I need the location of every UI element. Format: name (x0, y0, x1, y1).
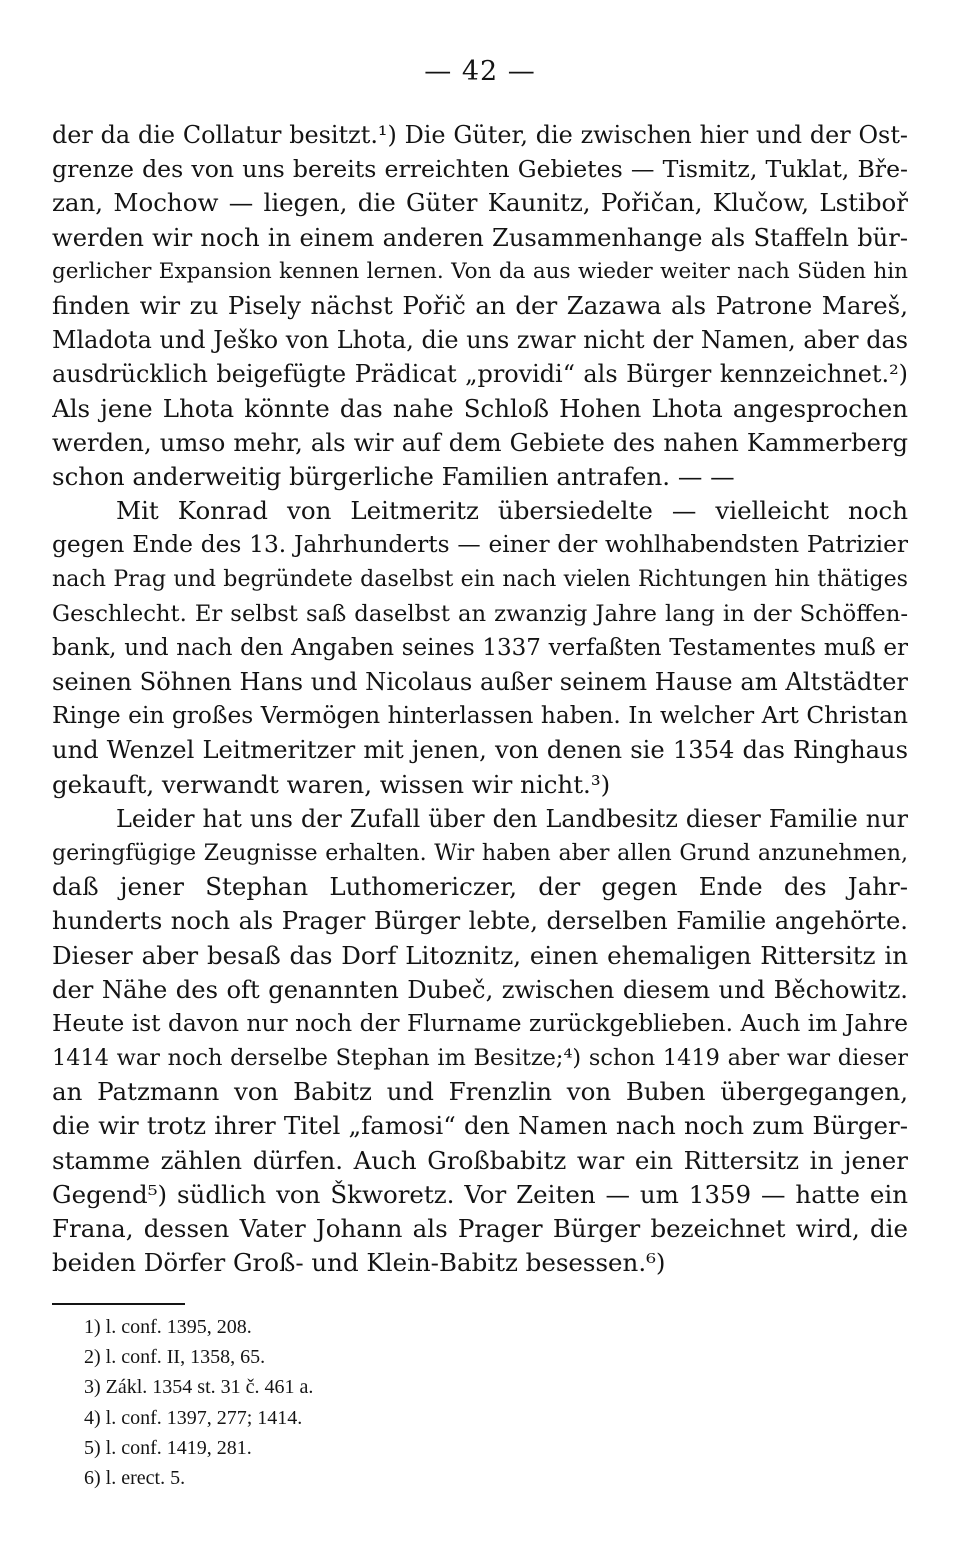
text-line: Ringe ein großes Vermögen hinterlassen haben. In welcher Art Christan (52, 702, 908, 730)
footnote: 5) l. conf. 1419, 281. (84, 1436, 252, 1459)
text-line: daß jener Stephan Luthomericzer, der gegen Ende des Jahr- (52, 872, 908, 902)
footnote: 6) l. erect. 5. (84, 1467, 186, 1490)
text-line: und Wenzel Leitmeritzer mit jenen, von denen sie 1354 das Ringhaus (52, 736, 908, 765)
page-number: — 42 — (424, 56, 536, 87)
footnote: 3) Zákl. 1354 st. 31 č. 461 a. (84, 1376, 314, 1399)
text-line: werden wir noch in einem anderen Zusammenhange als Staffeln bür- (52, 223, 908, 252)
text-line: bank, und nach den Angaben seines 1337 verfaßten Testamentes muß er (52, 634, 908, 661)
text-line: der da die Collatur besitzt.¹) Die Güter, die zwischen hier und der Ost- (52, 121, 908, 149)
text-line: beiden Dörfer Groß- und Klein-Babitz besessen.⁶) (52, 1248, 666, 1278)
text-line: Gegend⁵) südlich von Škworetz. Vor Zeiten — um 1359 — hatte ein (52, 1179, 908, 1209)
text-line: ausdrücklich beigefügte Prädicat „providi“ als Bürger kennzeichnet.²) (52, 360, 908, 389)
footnote: 2) l. conf. II, 1358, 65. (84, 1346, 266, 1369)
body-text (52, 118, 908, 1280)
text-line: Dieser aber besaß das Dorf Litoznitz, einen ehemaligen Rittersitz in (52, 940, 908, 970)
text-line: Heute ist davon nur noch der Flurname zurückgeblieben. Auch im Jahre (52, 1009, 908, 1037)
text-line: gegen Ende des 13. Jahrhunderts — einer der wohlhabendsten Patrizier (52, 531, 908, 559)
text-line: gekauft, verwandt waren, wissen wir nicht.³) (52, 769, 611, 799)
footnote: 1) l. conf. 1395, 208. (84, 1316, 252, 1338)
text-line: Frana, dessen Vater Johann als Prager Bürger bezeichnet wird, die (52, 1214, 908, 1243)
text-line: 1414 war noch derselbe Stephan im Besitze;⁴) schon 1419 aber war dieser (52, 1045, 908, 1072)
text-line: gerlicher Expansion kennen lernen. Von da aus wieder weiter nach Süden hin (52, 258, 908, 284)
text-line: Als jene Lhota könnte das nahe Schloß Hohen Lhota angesprochen (52, 393, 908, 423)
text-line: Mit Konrad von Leitmeritz übersiedelte — vielleicht noch (116, 496, 908, 526)
text-line: die wir trotz ihrer Titel „famosi“ den Namen nach noch zum Bürger- (52, 1111, 908, 1141)
text-line: stamme zählen dürfen. Auch Großbabitz war ein Rittersitz in jener (52, 1145, 908, 1175)
footnote: 4) l. conf. 1397, 277; 1414. (84, 1406, 303, 1429)
text-line: Leider hat uns der Zufall über den Landbesitz dieser Familie nur (116, 804, 908, 833)
text-line: schon anderweitig bürgerliche Familien antrafen. — — (52, 461, 735, 491)
text-line: seinen Söhnen Hans und Nicolaus außer seinem Hause am Altstädter (52, 668, 908, 696)
footnotes (84, 1312, 313, 1493)
text-line: der Nähe des oft genannten Dubeč, zwischen diesem und Běchowitz. (52, 975, 908, 1004)
text-line: finden wir zu Pisely nächst Pořič an der Zazawa als Patrone Mareš, (52, 290, 908, 320)
text-line: werden, umso mehr, als wir auf dem Gebiete des nahen Kammerberg (52, 428, 908, 457)
text-line: Geschlecht. Er selbst saß daselbst an zwanzig Jahre lang in der Schöffen- (52, 600, 908, 627)
text-line: an Patzmann von Babitz und Frenzlin von Buben übergegangen, (52, 1077, 908, 1107)
text-line: hunderts noch als Prager Bürger lebte, derselben Familie angehörte. (52, 907, 908, 936)
text-line: Mladota und Ješko von Lhota, die uns zwar nicht der Namen, aber das (52, 326, 908, 355)
text-line: geringfügige Zeugnisse erhalten. Wir haben aber allen Grund anzunehmen, (52, 839, 908, 866)
text-line: nach Prag und begründete daselbst ein nach vielen Richtungen hin thätiges (52, 566, 908, 593)
text-line: zan, Mochow — liegen, die Güter Kaunitz, Pořičan, Klučow, Lstiboř (52, 188, 908, 218)
text-line: grenze des von uns bereits erreichten Gebietes — Tismitz, Tuklat, Bře- (52, 155, 908, 184)
footnote-divider (52, 1303, 185, 1305)
